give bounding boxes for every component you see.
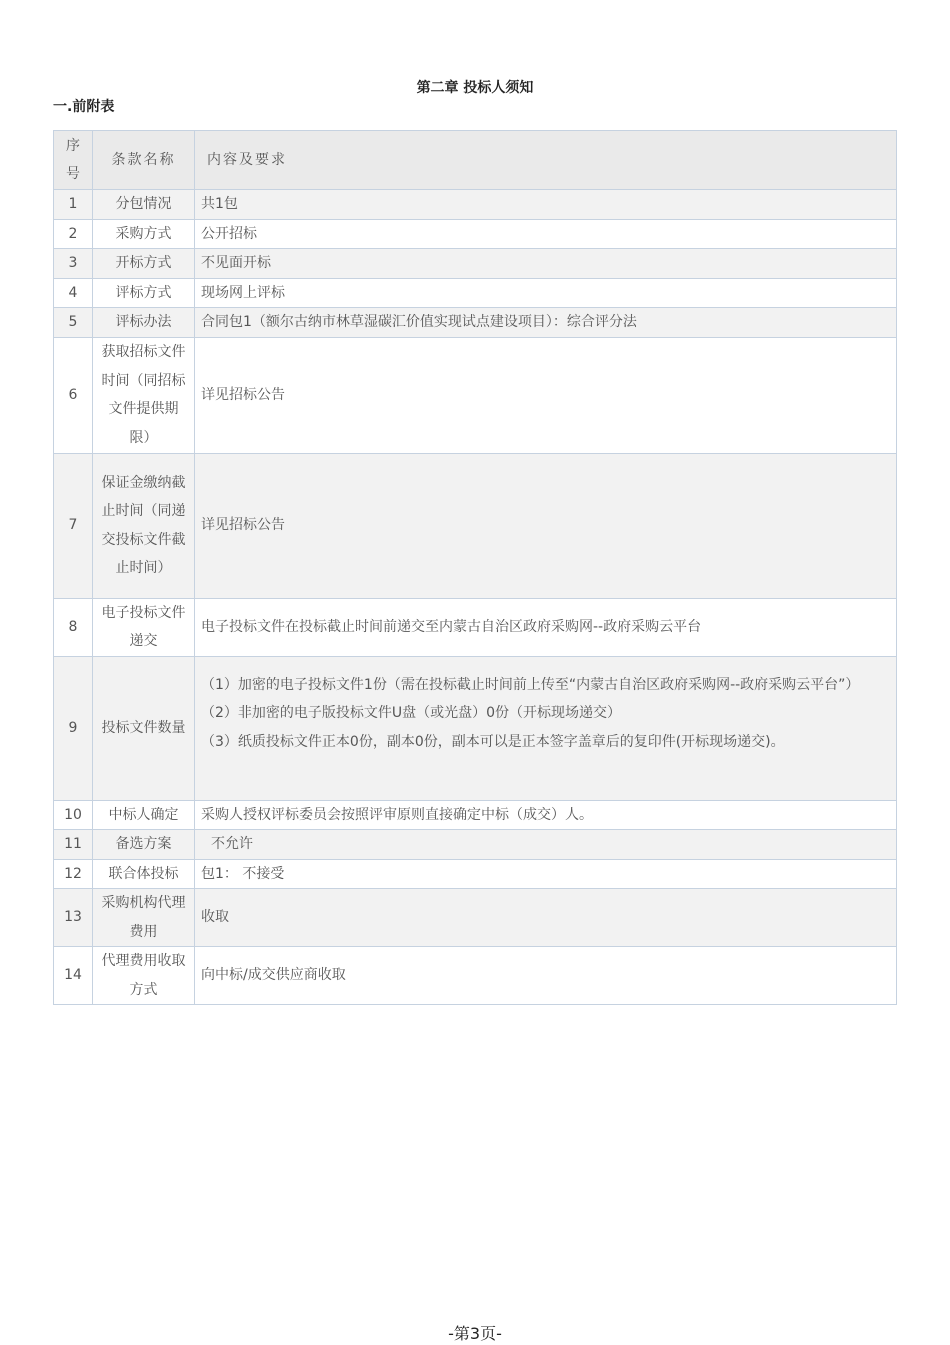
clause-content: 包1： 不接受 (195, 859, 897, 889)
clause-name: 保证金缴纳截止时间（同递交投标文件截止时间） (93, 453, 195, 598)
table-row (54, 800, 897, 830)
row-number: 7 (54, 453, 93, 598)
clause-name: 评标办法 (93, 308, 195, 338)
header-seq: 序号 (54, 131, 93, 190)
header-clause-name: 条款名称 (93, 131, 195, 190)
table-row (54, 190, 897, 220)
row-number: 14 (54, 947, 93, 1005)
clause-content: 不允许 (195, 830, 897, 860)
row-number: 13 (54, 889, 93, 947)
chapter-title: 第二章 投标人须知 (416, 80, 534, 96)
clause-name: 联合体投标 (93, 859, 195, 889)
clause-content: 采购人授权评标委员会按照评审原则直接确定中标（成交）人。 (195, 800, 897, 830)
row-number: 11 (54, 830, 93, 860)
clause-content (195, 656, 897, 800)
table-row (54, 598, 897, 656)
clause-content: 不见面开标 (195, 249, 897, 279)
table-header-row (54, 131, 897, 190)
clause-name: 分包情况 (93, 190, 195, 220)
clause-content: 电子投标文件在投标截止时间前递交至内蒙古自治区政府采购网--政府采购云平台 (195, 598, 897, 656)
table-row (54, 830, 897, 860)
clause-name: 电子投标文件递交 (93, 598, 195, 656)
row-number: 8 (54, 598, 93, 656)
row-number: 2 (54, 219, 93, 249)
clause-content: 现场网上评标 (195, 278, 897, 308)
row-number: 3 (54, 249, 93, 279)
row-number: 9 (54, 656, 93, 800)
appendix-table (53, 130, 897, 1005)
table-row (54, 656, 897, 800)
page-number: -第3页- (448, 1324, 502, 1343)
content-line: （1）加密的电子投标文件1份（需在投标截止时间前上传至“内蒙古自治区政府采购网--政府采购云平台”） (201, 676, 860, 693)
clause-name: 备选方案 (93, 830, 195, 860)
table-row (54, 889, 897, 947)
row-number: 12 (54, 859, 93, 889)
clause-content: 合同包1（额尔古纳市林草湿碳汇价值实现试点建设项目）：综合评分法 (195, 308, 897, 338)
clause-content: 共1包 (195, 190, 897, 220)
row-number: 1 (54, 190, 93, 220)
row-number: 6 (54, 337, 93, 453)
header-content: 内容及要求 (195, 131, 897, 190)
clause-name: 开标方式 (93, 249, 195, 279)
clause-name: 采购机构代理费用 (93, 889, 195, 947)
table-row (54, 278, 897, 308)
clause-content: 公开招标 (195, 219, 897, 249)
clause-content: 详见招标公告 (195, 453, 897, 598)
table-row (54, 859, 897, 889)
clause-name: 获取招标文件时间（同招标文件提供期限） (93, 337, 195, 453)
table-row (54, 308, 897, 338)
section-title: 一.前附表 (53, 99, 115, 115)
clause-name: 评标方式 (93, 278, 195, 308)
clause-name: 采购方式 (93, 219, 195, 249)
clause-name: 投标文件数量 (93, 656, 195, 800)
row-number: 4 (54, 278, 93, 308)
table-row (54, 337, 897, 453)
table-row (54, 249, 897, 279)
content-line: （2）非加密的电子版投标文件U盘（或光盘）0份（开标现场递交） (201, 705, 622, 722)
content-line: （3）纸质投标文件正本0份，副本0份，副本可以是正本签字盖章后的复印件(开标现场递交)。 (201, 733, 785, 750)
table-row (54, 947, 897, 1005)
row-number: 5 (54, 308, 93, 338)
row-number: 10 (54, 800, 93, 830)
clause-name: 代理费用收取方式 (93, 947, 195, 1005)
clause-content: 详见招标公告 (195, 337, 897, 453)
clause-content: 收取 (195, 889, 897, 947)
table-row (54, 453, 897, 598)
clause-name: 中标人确定 (93, 800, 195, 830)
clause-content: 向中标/成交供应商收取 (195, 947, 897, 1005)
table-row (54, 219, 897, 249)
